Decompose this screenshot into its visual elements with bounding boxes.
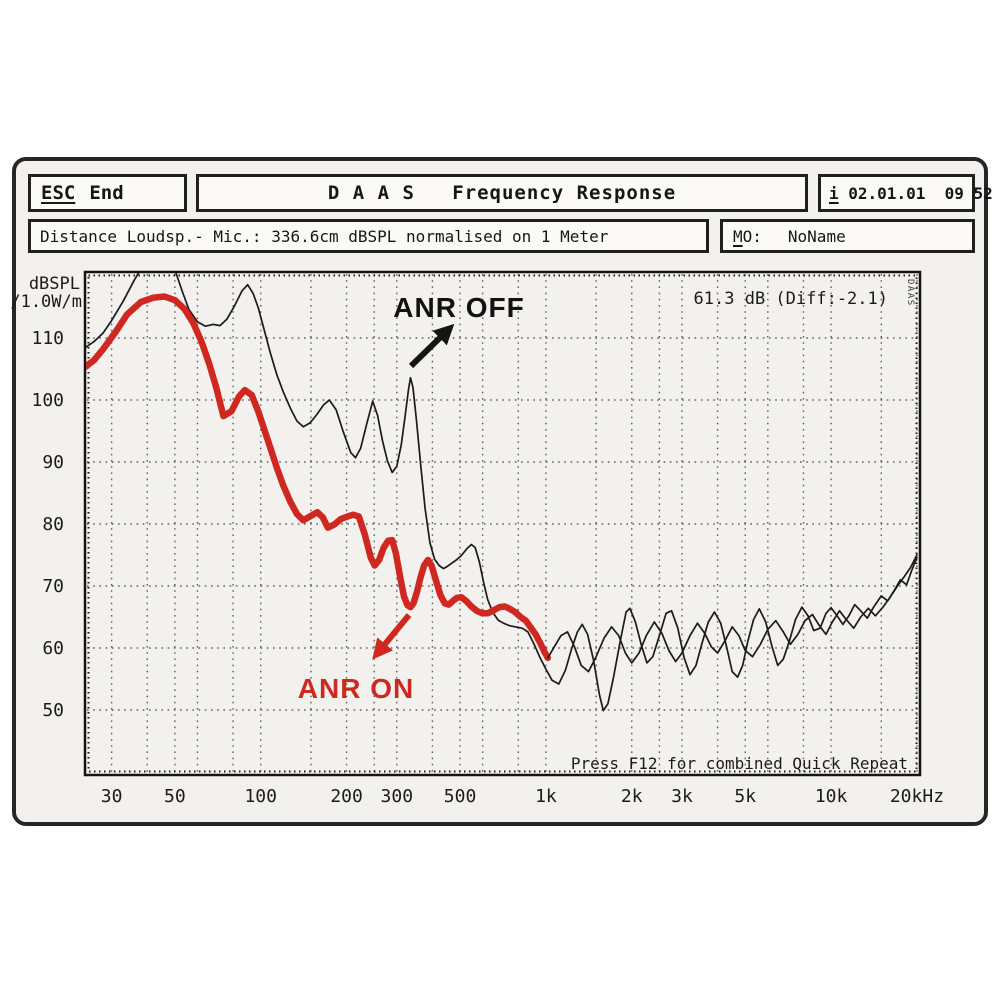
anr-off-arrow xyxy=(411,328,450,366)
y-tick-label: 70 xyxy=(42,576,64,597)
level-readout: 61.3 dB (Diff:-2.1) xyxy=(693,289,888,309)
x-tick-label: 30 xyxy=(100,786,123,807)
x-tick-label: 200 xyxy=(330,786,363,807)
y-tick-label: 80 xyxy=(42,514,64,535)
esc-end-label: End xyxy=(89,182,124,204)
y-tick-label: 100 xyxy=(31,390,64,411)
anr-off-label: ANR OFF xyxy=(393,292,525,323)
title-text: D A A S Frequency Response xyxy=(327,182,677,204)
esc-end-button[interactable] xyxy=(28,174,187,212)
y-tick-label: 110 xyxy=(31,328,64,349)
y-axis-title-line1: dBSPL xyxy=(28,274,80,294)
frequency-response-plot xyxy=(0,255,1000,835)
x-tick-label: 1k xyxy=(535,786,557,807)
measurement-status-bar xyxy=(28,219,709,253)
x-tick-label: 300 xyxy=(380,786,414,807)
x-tick-label: 20kHz xyxy=(889,786,945,807)
y-axis-title-line2: /1.0W/m xyxy=(10,292,82,312)
y-tick-label: 90 xyxy=(42,452,64,473)
esc-hotkey: ESC xyxy=(41,182,76,204)
curve-anr-on-red-highlight-below-1-khz xyxy=(84,297,548,658)
y-tick-label: 60 xyxy=(42,638,64,659)
x-tick-label: 2k xyxy=(620,786,643,807)
status-text: Distance Loudsp.- Mic.: 336.6cm dBSPL normalised on 1 Meter xyxy=(40,226,609,246)
anr-on-label: ANR ON xyxy=(297,673,415,704)
x-tick-label: 50 xyxy=(164,786,186,807)
y-tick-label: 50 xyxy=(42,700,64,721)
grid xyxy=(87,274,918,773)
info-hotkey: i xyxy=(829,183,839,203)
x-tick-label: 5k xyxy=(734,786,757,807)
x-tick-label: 100 xyxy=(244,786,277,807)
anr-on-arrow xyxy=(376,615,409,655)
datetime-display[interactable] xyxy=(818,174,993,212)
side-marker-text: DAAS xyxy=(905,279,915,307)
x-tick-label: 3k xyxy=(671,786,693,807)
x-tick-label: 10k xyxy=(814,786,848,807)
mo-selector[interactable] xyxy=(720,219,975,253)
f12-hint: Press F12 for combined Quick Repeat xyxy=(570,754,908,773)
mo-key-rest: O: xyxy=(742,226,762,246)
x-tick-label: 500 xyxy=(443,786,477,807)
mo-key-label xyxy=(733,227,762,246)
curves xyxy=(84,255,917,711)
datetime-text: 02.01.01 09 52 xyxy=(838,183,993,203)
curve-anr-on-above-1-khz xyxy=(548,555,917,672)
mo-hotkey: M xyxy=(733,226,743,246)
window-title xyxy=(196,174,808,212)
mo-value: NoName xyxy=(787,226,846,246)
